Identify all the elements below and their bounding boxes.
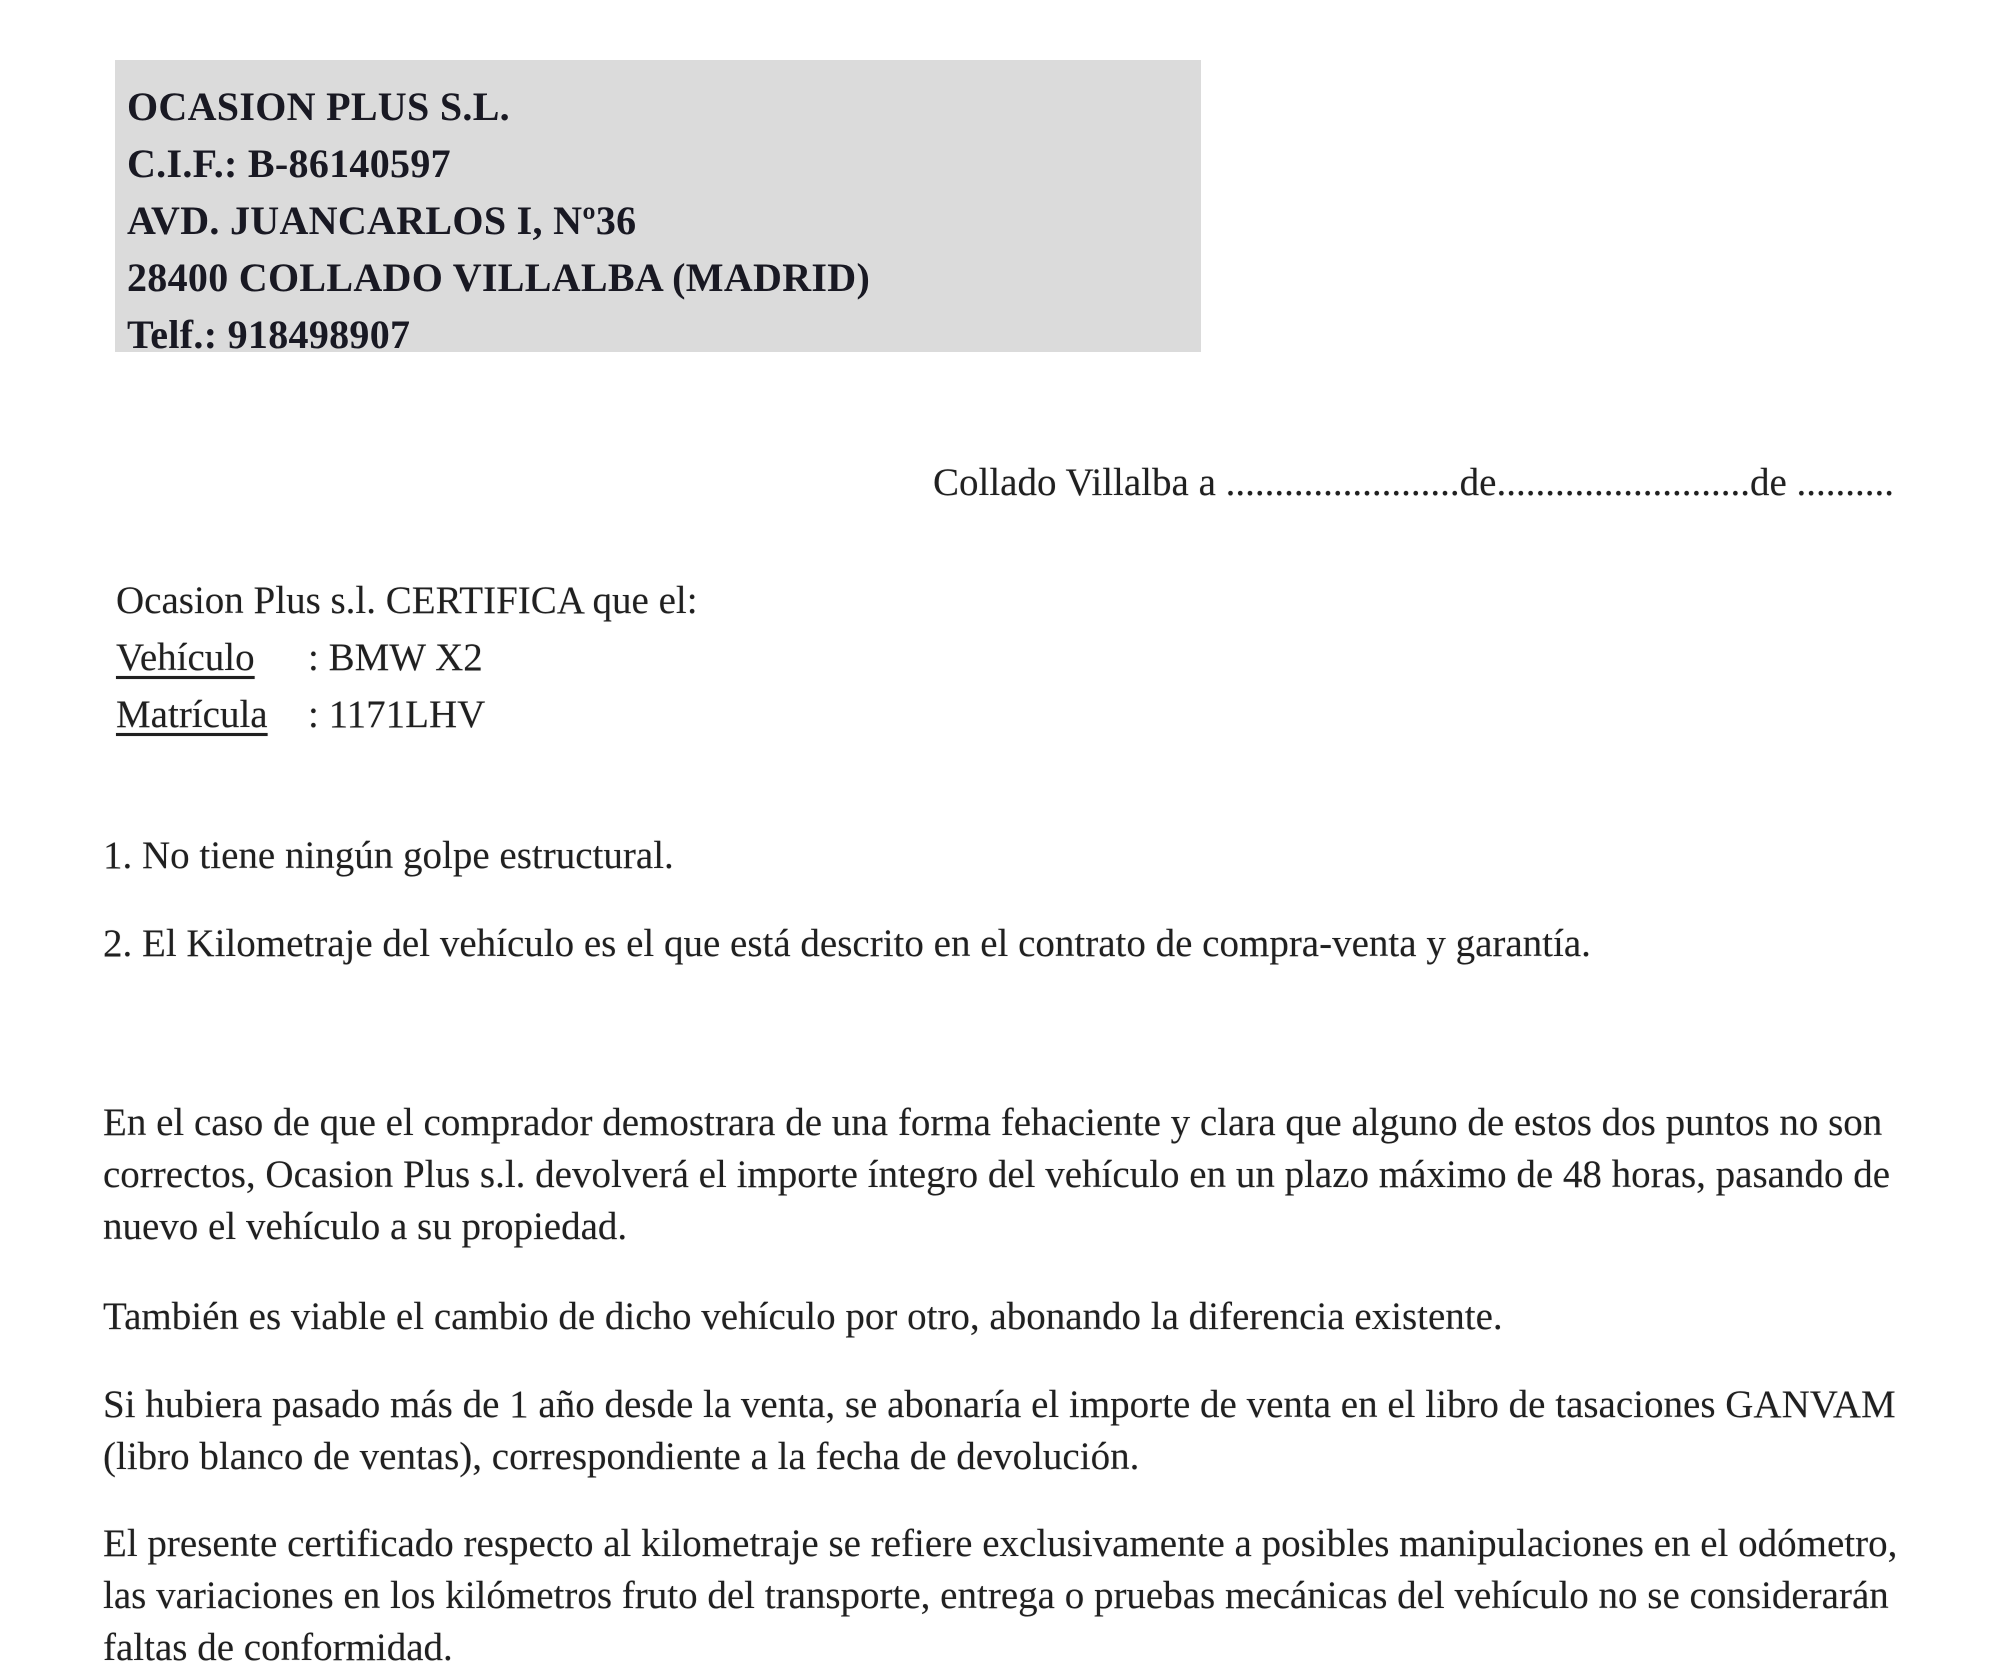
certify-intro: Ocasion Plus s.l. CERTIFICA que el: bbox=[116, 579, 698, 622]
company-header-block bbox=[115, 60, 1201, 357]
company-city: 28400 COLLADO VILLALBA (MADRID) bbox=[127, 255, 871, 300]
point-1: 1. No tiene ningún golpe estructural. bbox=[103, 834, 674, 877]
company-cif: C.I.F.: B-86140597 bbox=[127, 141, 451, 186]
company-phone: Telf.: 918498907 bbox=[127, 312, 411, 357]
vehicle-label: Vehículo bbox=[116, 636, 255, 679]
point-2: 2. El Kilometraje del vehículo es el que está descrito en el contrato de compra-venta y garantía. bbox=[103, 922, 1591, 965]
vehicle-value: : BMW X2 bbox=[308, 636, 483, 679]
company-address: AVD. JUANCARLOS I, Nº36 bbox=[127, 198, 637, 243]
date-line: Collado Villalba a ........................de..........................de .......... bbox=[933, 461, 1895, 504]
paragraph-exchange-option: También es viable el cambio de dicho vehículo por otro, abonando la diferencia existente. bbox=[103, 1295, 1503, 1338]
plate-value: : 1171LHV bbox=[308, 693, 486, 736]
vehicle-row bbox=[116, 629, 698, 686]
certification-block bbox=[116, 572, 698, 743]
company-name: OCASION PLUS S.L. bbox=[127, 84, 510, 129]
plate-label: Matrícula bbox=[116, 693, 268, 736]
paragraph-odometer-scope: El presente certificado respecto al kilometraje se refiere exclusivamente a posibles manipulaciones en el odómetro, las variaciones en los kilómetros fruto del transporte, entrega o pruebas mecánicas del vehículo no se considerarán faltas de conformidad. bbox=[103, 1522, 1898, 1669]
paragraph-refund-condition: En el caso de que el comprador demostrara de una forma fehaciente y clara que alguno de estos dos puntos no son correctos, Ocasion Plus s.l. devolverá el importe íntegro del vehículo en un plazo máximo de 48 horas, pasando de nuevo el vehículo a su propiedad. bbox=[103, 1101, 1891, 1248]
paragraph-ganvam-valuation: Si hubiera pasado más de 1 año desde la venta, se abonaría el importe de venta en el libro de tasaciones GANVAM (libro blanco de ventas), correspondiente a la fecha de devolución. bbox=[103, 1383, 1896, 1478]
plate-row bbox=[116, 686, 698, 743]
